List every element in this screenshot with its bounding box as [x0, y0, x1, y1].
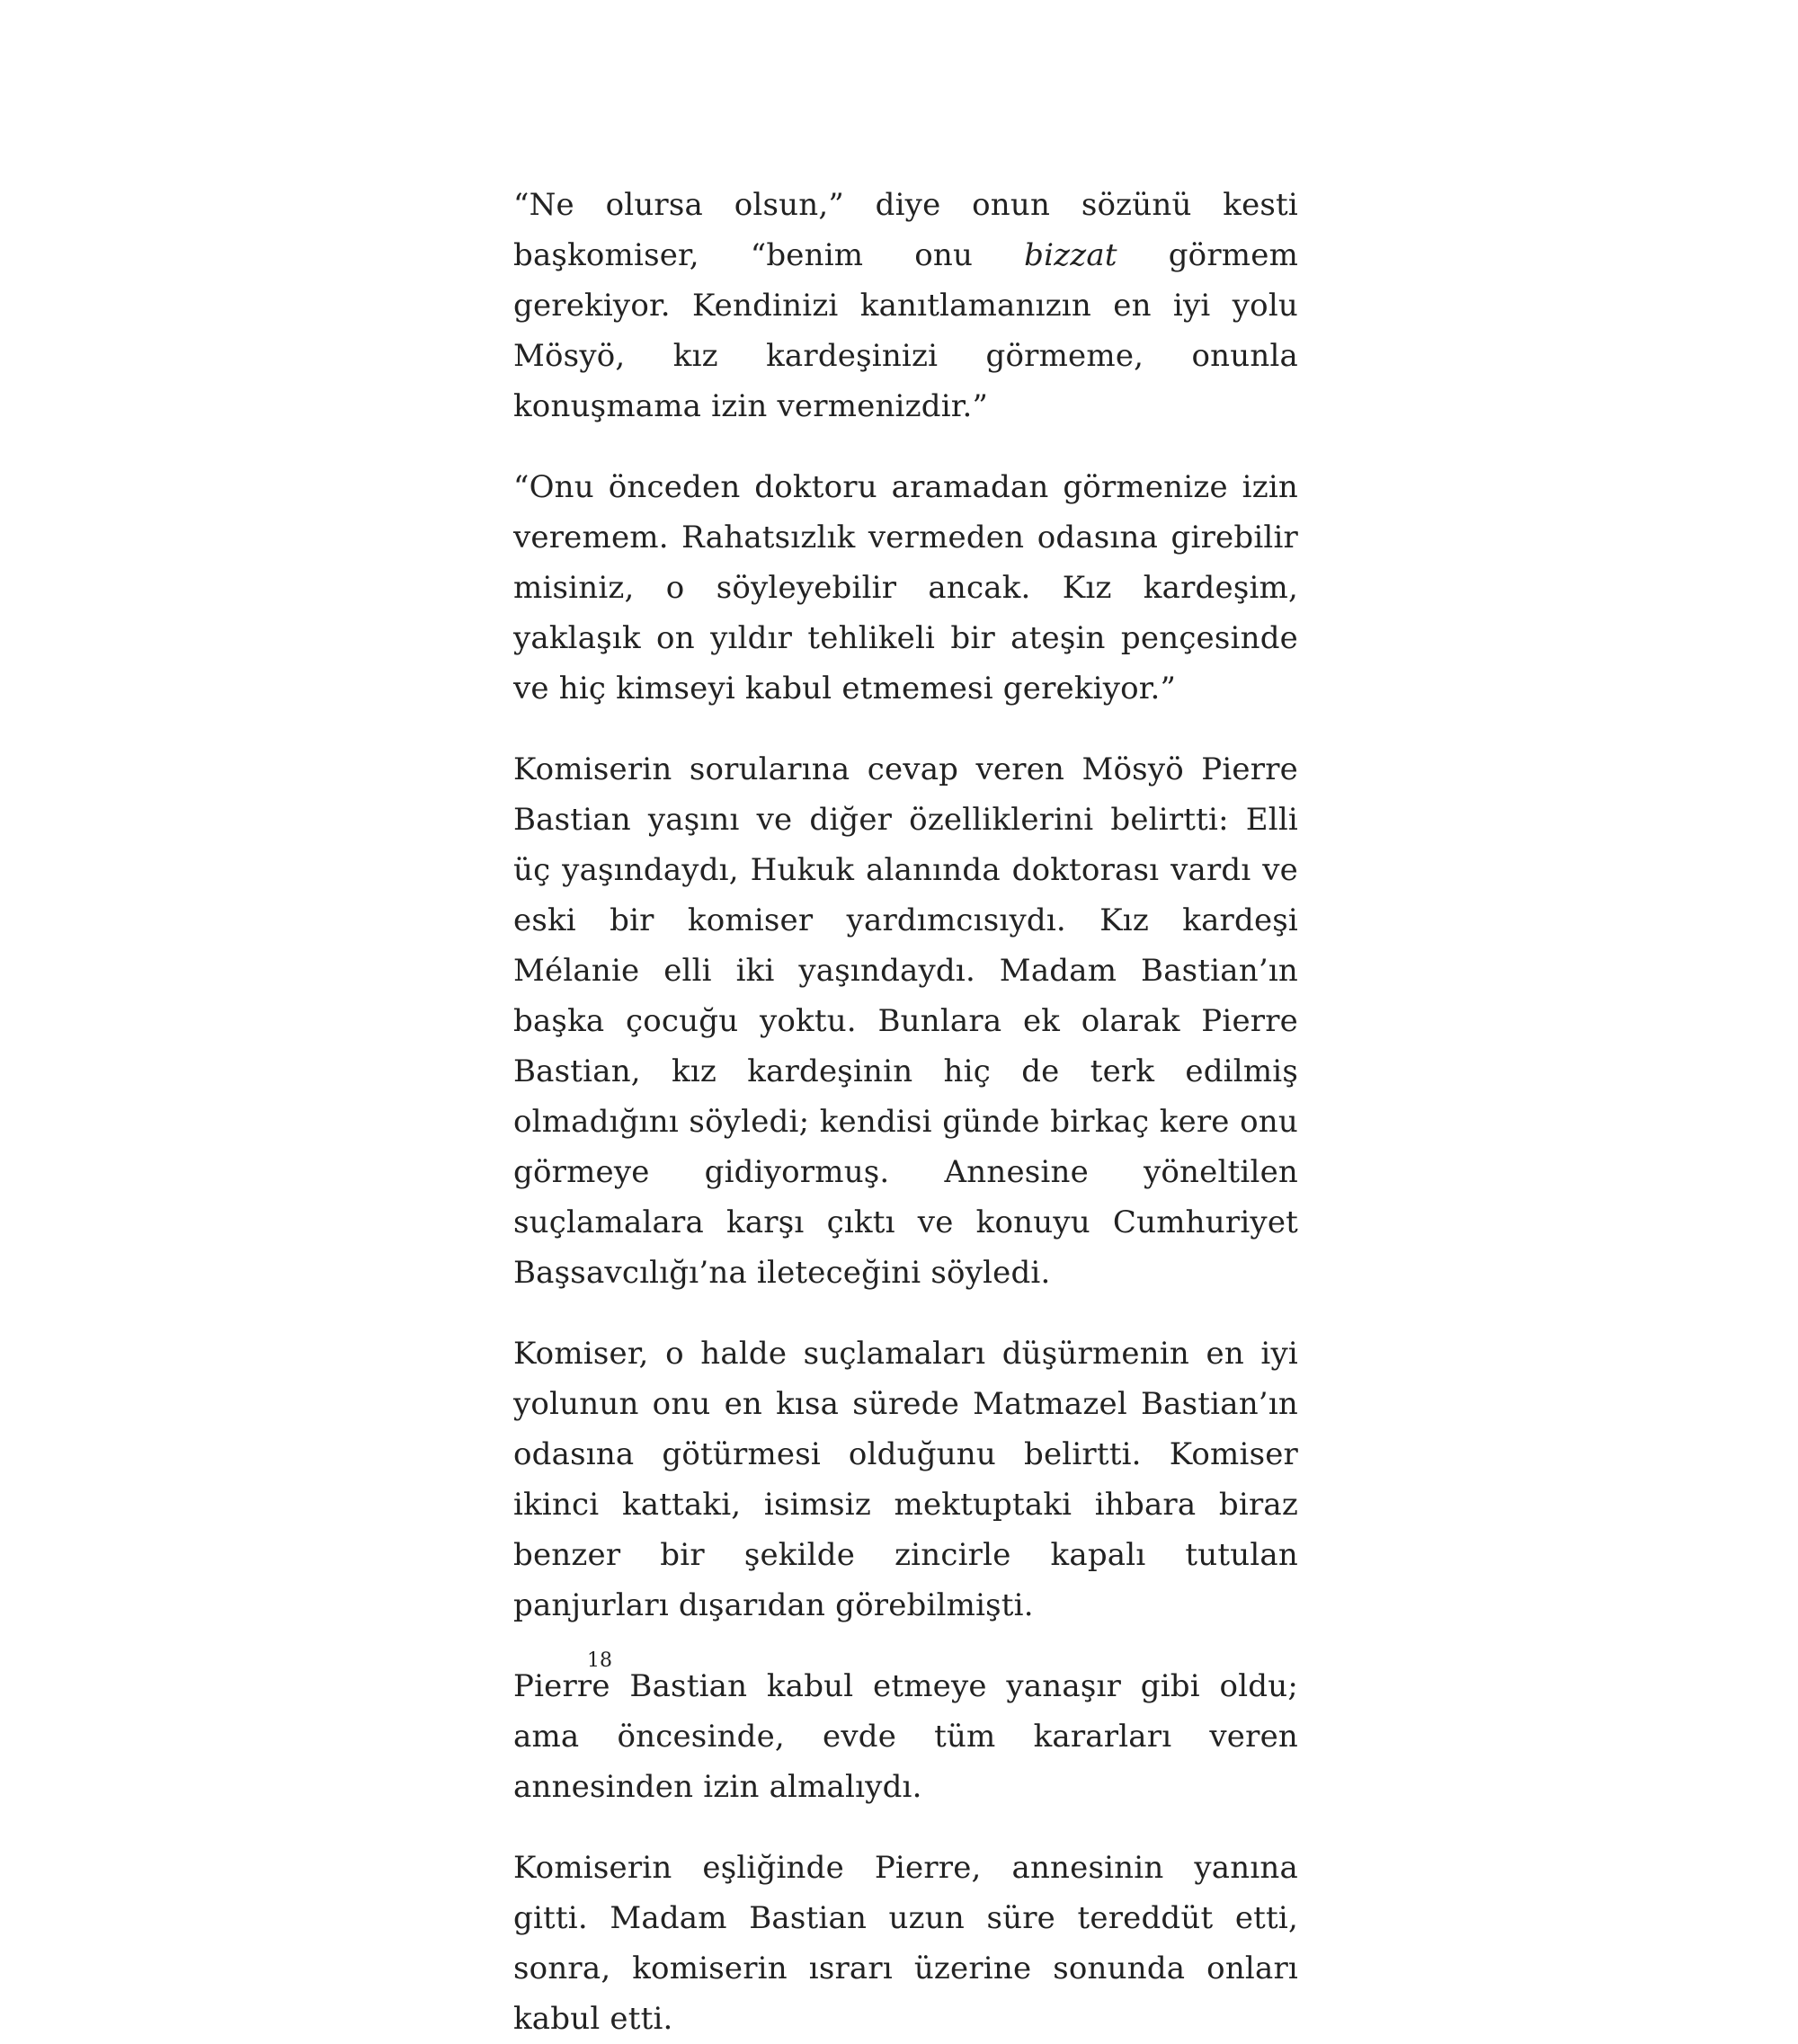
paragraph-2: “Onu önceden doktoru aramadan görmenize izin veremem. Rahatsızlık vermeden odasına girebilir misiniz, o söyleyebilir ancak. Kız kardeşim, yaklaşık on yıldır tehlikeli bir ateşin pençesinde ve hiç kimseyi kabul etmemesi gerekiyor.” [513, 469, 1298, 707]
paragraph-1 [513, 180, 1298, 431]
paragraph-4: Komiser, o halde suçlamaları düşürmenin en iyi yolunun onu en kısa sürede Matmazel Bastian’ın odasına götürmesi olduğunu belirtti. Komiser ikinci kattaki, isimsiz mektuptaki ihbara biraz benzer bir şekilde zincirle kapalı tutulan panjurları dışarıdan görebilmişti. [513, 1336, 1298, 1623]
paragraph-5: Pierre Bastian kabul etmeye yanaşır gibi oldu; ama öncesinde, evde tüm kararları veren annesinden izin almalıydı. [513, 1668, 1298, 1805]
page-number: 18 [587, 1649, 612, 1672]
paragraph-3: Komiserin sorularına cevap veren Mösyö Pierre Bastian yaşını ve diğer özelliklerini belirtti: Elli üç yaşındaydı, Hukuk alanında doktorası vardı ve eski bir komiser yardımcısıydı. Kız kardeşi Mélanie elli iki yaşındaydı. Madam Bastian’ın başka çocuğu yoktu. Bunlara ek olarak Pierre Bastian, kız kardeşinin hiç de terk edilmiş olmadığını söyledi; kendisi günde birkaç kere onu görmeye gidiyormuş. Annesine yöneltilen suçlamalara karşı çıktı ve konuyu Cumhuriyet Başsavcılığı’na ileteceğini söyledi. [513, 751, 1298, 1291]
emphasis-bizzat: bizzat [1024, 237, 1117, 273]
paragraph-1-start: “Ne olursa olsun,” diye onun sözünü kesti başkomiser, “benim onu [513, 187, 1298, 273]
paragraph-6: Komiserin eşliğinde Pierre, annesinin yanına gitti. Madam Bastian uzun süre tereddüt etti, sonra, komiserin ısrarı üzerine sonunda onları kabul etti. [513, 1850, 1298, 2037]
body-text [513, 180, 1298, 2044]
paragraph-1-end: görmem gerekiyor. Kendinizi kanıtlamanızın en iyi yolu Mösyö, kız kardeşinizi görmeme, onunla konuşmama izin vermenizdir.” [513, 237, 1299, 424]
